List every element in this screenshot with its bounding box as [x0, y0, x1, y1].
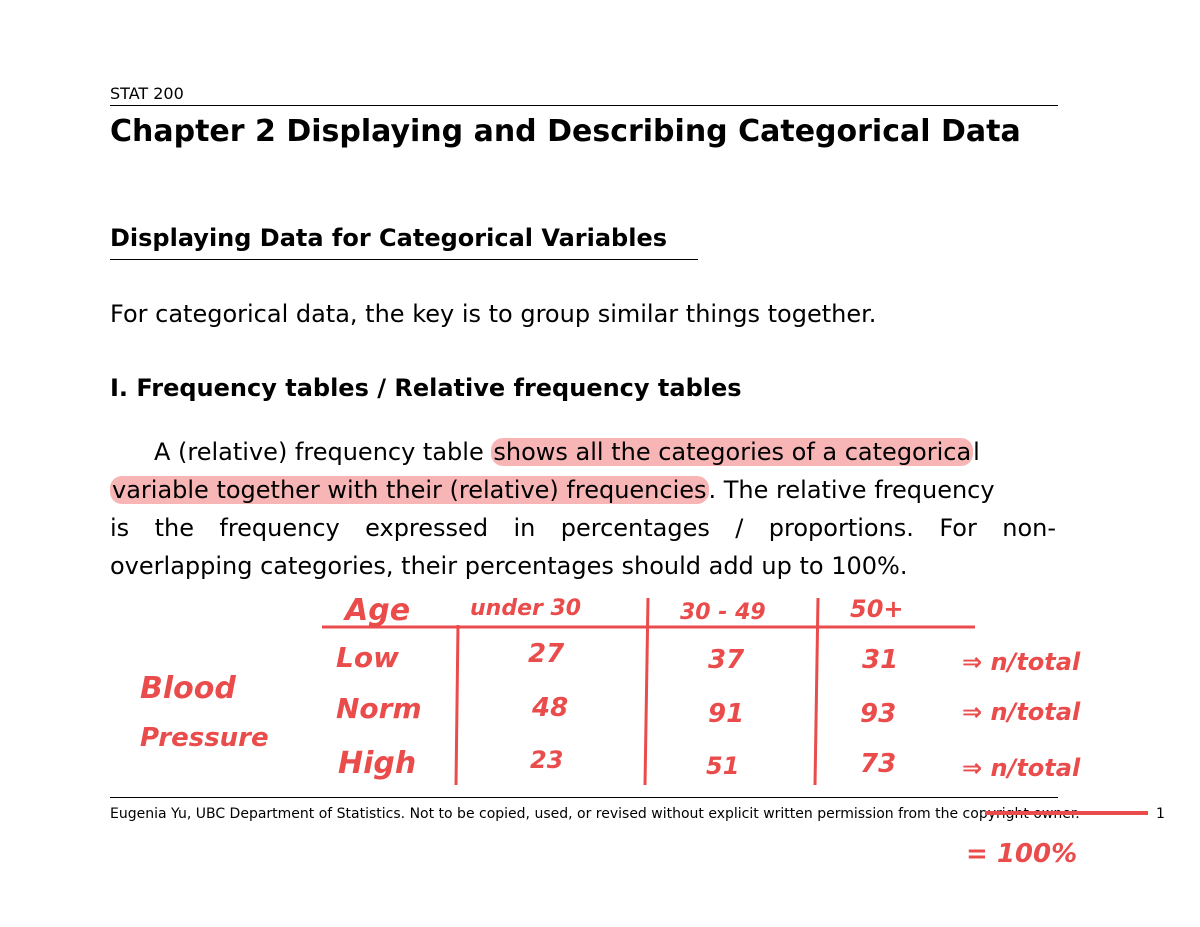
hw-norm-under-30: 48 — [532, 693, 569, 723]
subsection-title: I. Frequency tables / Relative frequency tables — [110, 374, 742, 402]
hw-high-under-30: 23 — [530, 746, 564, 774]
hw-high-30-49: 51 — [706, 752, 740, 780]
paragraph-line-1-start: A (relative) frequency table — [154, 438, 492, 466]
paragraph-line-1-end: l — [973, 438, 980, 466]
hw-low-under-30: 27 — [528, 639, 565, 669]
page-number: 1 — [1156, 806, 1165, 822]
chapter-title: Chapter 2 Displaying and Describing Categorical Data — [110, 114, 1021, 149]
hw-table-divider-1 — [456, 625, 458, 785]
hw-high-50-plus: 73 — [860, 749, 897, 779]
hw-low-50-plus: 31 — [862, 645, 899, 675]
hw-col-30-49: 30 - 49 — [680, 600, 766, 625]
paragraph-line-3: is the frequency expressed in percentages / proportions. For non- — [110, 514, 1056, 542]
highlight-phrase-2: variable together with their (relative) frequencies — [112, 476, 707, 504]
hw-norm-30-49: 91 — [708, 699, 745, 729]
hw-low-30-49: 37 — [708, 645, 745, 675]
hw-col-50-plus: 50+ — [850, 595, 904, 623]
paragraph-line-4: overlapping categories, their percentages should add up to 100%. — [110, 552, 908, 580]
hw-sum-note: = 100% — [966, 839, 1078, 869]
intro-text: For categorical data, the key is to group similar things together. — [110, 300, 877, 328]
hw-row-norm-label: Norm — [336, 692, 422, 725]
hw-norm-note: ⇒ n/total — [962, 698, 1081, 726]
hw-low-note: ⇒ n/total — [962, 648, 1081, 676]
hw-row-group-pressure: Pressure — [140, 723, 269, 753]
hw-high-note: ⇒ n/total — [962, 754, 1081, 782]
hw-row-high-label: High — [338, 746, 417, 781]
course-code: STAT 200 — [110, 84, 184, 103]
footer-text: Eugenia Yu, UBC Department of Statistics. Not to be copied, used, or revised without explicit written permission from the copyright owner. — [110, 806, 1080, 822]
hw-row-group-blood: Blood — [140, 671, 236, 706]
hw-col-under-30: under 30 — [470, 596, 582, 621]
hw-row-low-label: Low — [336, 641, 399, 674]
section-title: Displaying Data for Categorical Variables — [110, 224, 668, 252]
highlight-phrase-1: shows all the categories of a categorica — [493, 438, 972, 466]
paragraph-line-2-end: . The relative frequency — [708, 476, 995, 504]
hw-norm-50-plus: 93 — [860, 699, 897, 729]
hw-age-label: Age — [345, 593, 411, 628]
